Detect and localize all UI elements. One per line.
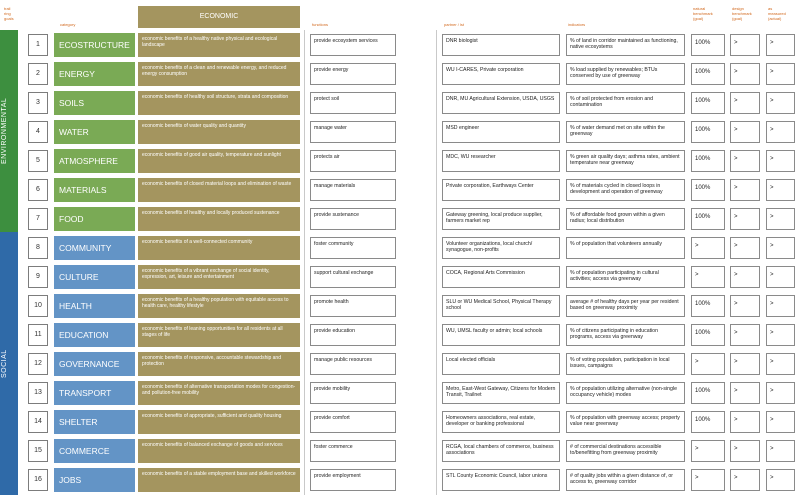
category-label: COMMERCE bbox=[54, 439, 135, 463]
category-label: MATERIALS bbox=[54, 178, 135, 202]
economic-benefit: economic benefits of healthy soil structure, strata and composition bbox=[138, 91, 300, 115]
category-label: COMMUNITY bbox=[54, 236, 135, 260]
function-cell: promote health bbox=[310, 295, 396, 317]
indicator-cell: % of materials cycled in closed loops in development and operation of greenway bbox=[566, 179, 685, 201]
category-label: SOILS bbox=[54, 91, 135, 115]
table-row bbox=[0, 438, 800, 464]
table-row bbox=[0, 409, 800, 435]
header-natural-benchmark: natural benchmark (goal) bbox=[693, 6, 713, 21]
header-as-measured: as measured (actual) bbox=[768, 6, 786, 21]
partner-cell: Metro, East-West Gateway, Citizens for Modern Transit, Trailnet bbox=[442, 382, 560, 404]
header-indicators: indicators bbox=[568, 22, 586, 27]
function-cell: provide education bbox=[310, 324, 396, 346]
partner-cell: WU I-CARES, Private corporation bbox=[442, 63, 560, 85]
design-benchmark-cell: > bbox=[730, 237, 760, 259]
indicator-cell: average # of healthy days per year per resident based on greenway proximity bbox=[566, 295, 685, 317]
design-benchmark-cell: > bbox=[730, 150, 760, 172]
goal-number: 10 bbox=[28, 295, 48, 317]
natural-benchmark-cell: 100% bbox=[691, 179, 725, 201]
indicator-cell: % of voting population, participation in local issues, campaigns bbox=[566, 353, 685, 375]
natural-benchmark-cell: 100% bbox=[691, 150, 725, 172]
table-row bbox=[0, 380, 800, 406]
measured-cell: > bbox=[766, 324, 795, 346]
category-label: JOBS bbox=[54, 468, 135, 492]
natural-benchmark-cell: > bbox=[691, 469, 725, 491]
economic-benefit: economic benefits of a stable employment base and skilled workforce bbox=[138, 468, 300, 492]
economic-benefit: economic benefits of alternative transportation modes for congestion- and pollution-free mobility bbox=[138, 381, 300, 405]
goal-number: 4 bbox=[28, 121, 48, 143]
measured-cell: > bbox=[766, 121, 795, 143]
table-row bbox=[0, 90, 800, 116]
natural-benchmark-cell: > bbox=[691, 353, 725, 375]
measured-cell: > bbox=[766, 150, 795, 172]
indicator-cell: % of population with greenway access; property value near greenway bbox=[566, 411, 685, 433]
table-row bbox=[0, 119, 800, 145]
table-row bbox=[0, 293, 800, 319]
partner-cell: MSD engineer bbox=[442, 121, 560, 143]
natural-benchmark-cell: 100% bbox=[691, 295, 725, 317]
partner-cell: DNR biologist bbox=[442, 34, 560, 56]
indicator-cell: % green air quality days; asthma rates, ambient temperature near greenway bbox=[566, 150, 685, 172]
header-category: category bbox=[60, 22, 76, 27]
economic-benefit: economic benefits of water quality and quantity bbox=[138, 120, 300, 144]
natural-benchmark-cell: 100% bbox=[691, 34, 725, 56]
indicator-cell: % load supplied by renewables; BTUs conserved by use of greenway bbox=[566, 63, 685, 85]
function-cell: foster community bbox=[310, 237, 396, 259]
table-row bbox=[0, 206, 800, 232]
measured-cell: > bbox=[766, 440, 795, 462]
goal-number: 15 bbox=[28, 440, 48, 462]
economic-benefit: economic benefits of a healthy native physical and ecological landscape bbox=[138, 33, 300, 57]
measured-cell: > bbox=[766, 63, 795, 85]
natural-benchmark-cell: 100% bbox=[691, 382, 725, 404]
goal-number: 16 bbox=[28, 469, 48, 491]
partner-cell: COCA, Regional Arts Commission bbox=[442, 266, 560, 288]
partner-cell: DNR, MU Agricultural Extension, USDA, USGS bbox=[442, 92, 560, 114]
measured-cell: > bbox=[766, 208, 795, 230]
goal-number: 1 bbox=[28, 34, 48, 56]
measured-cell: > bbox=[766, 34, 795, 56]
header-economic: ECONOMIC bbox=[138, 6, 300, 28]
header-partner: partner / lst bbox=[444, 22, 465, 27]
category-label: TRANSPORT bbox=[54, 381, 135, 405]
table-row bbox=[0, 32, 800, 58]
economic-benefit: economic benefits of closed material loops and elimination of waste bbox=[138, 178, 300, 202]
function-cell: manage water bbox=[310, 121, 396, 143]
header-goals: trail ring goals bbox=[4, 6, 14, 21]
function-cell: protect soil bbox=[310, 92, 396, 114]
category-label: EDUCATION bbox=[54, 323, 135, 347]
economic-benefit: economic benefits of appropriate, sufficient and quality housing bbox=[138, 410, 300, 434]
design-benchmark-cell: > bbox=[730, 324, 760, 346]
social-label: SOCIAL bbox=[1, 349, 8, 378]
function-cell: provide comfort bbox=[310, 411, 396, 433]
measured-cell: > bbox=[766, 295, 795, 317]
goal-number: 7 bbox=[28, 208, 48, 230]
function-cell: provide ecosystem services bbox=[310, 34, 396, 56]
category-label: SHELTER bbox=[54, 410, 135, 434]
category-label: GOVERNANCE bbox=[54, 352, 135, 376]
category-label: FOOD bbox=[54, 207, 135, 231]
measured-cell: > bbox=[766, 353, 795, 375]
table-row bbox=[0, 148, 800, 174]
measured-cell: > bbox=[766, 382, 795, 404]
natural-benchmark-cell: > bbox=[691, 266, 725, 288]
design-benchmark-cell: > bbox=[730, 179, 760, 201]
table-row bbox=[0, 177, 800, 203]
indicator-cell: % of affordable food grown within a given radius; local distribution bbox=[566, 208, 685, 230]
function-cell: provide energy bbox=[310, 63, 396, 85]
function-cell: manage public resources bbox=[310, 353, 396, 375]
indicator-cell: % of soil protected from erosion and contamination bbox=[566, 92, 685, 114]
goal-number: 3 bbox=[28, 92, 48, 114]
design-benchmark-cell: > bbox=[730, 34, 760, 56]
goal-number: 2 bbox=[28, 63, 48, 85]
function-cell: support cultural exchange bbox=[310, 266, 396, 288]
measured-cell: > bbox=[766, 237, 795, 259]
header-functions: functions bbox=[312, 22, 329, 27]
partner-cell: Private corporation, Earthways Center bbox=[442, 179, 560, 201]
natural-benchmark-cell: 100% bbox=[691, 411, 725, 433]
function-cell: provide mobility bbox=[310, 382, 396, 404]
partner-cell: WU, UMSL faculty or admin; local schools bbox=[442, 324, 560, 346]
function-cell: provide sustenance bbox=[310, 208, 396, 230]
design-benchmark-cell: > bbox=[730, 63, 760, 85]
design-benchmark-cell: > bbox=[730, 266, 760, 288]
design-benchmark-cell: > bbox=[730, 121, 760, 143]
design-benchmark-cell: > bbox=[730, 353, 760, 375]
table-row bbox=[0, 235, 800, 261]
natural-benchmark-cell: > bbox=[691, 237, 725, 259]
header-design-benchmark: design benchmark (goal) bbox=[732, 6, 752, 21]
economic-benefit: economic benefits of responsive, accountable stewardship and protection bbox=[138, 352, 300, 376]
design-benchmark-cell: > bbox=[730, 411, 760, 433]
natural-benchmark-cell: > bbox=[691, 440, 725, 462]
economic-benefit: economic benefits of balanced exchange of goods and services bbox=[138, 439, 300, 463]
environmental-label: ENVIRONMENTAL bbox=[1, 97, 8, 165]
partner-cell: Homeowners associations, real estate, developer or banking professional bbox=[442, 411, 560, 433]
category-label: WATER bbox=[54, 120, 135, 144]
indicator-cell: # of quality jobs within a given distance of, or access to, greenway corridor bbox=[566, 469, 685, 491]
table-row bbox=[0, 351, 800, 377]
function-cell: manage materials bbox=[310, 179, 396, 201]
goal-number: 14 bbox=[28, 411, 48, 433]
indicator-cell: % of citizens participating in education programs, access via greenway bbox=[566, 324, 685, 346]
economic-benefit: economic benefits of a vibrant exchange of social identity, expression, art, leisure and entertainment bbox=[138, 265, 300, 289]
indicator-cell: % of population participating in cultural activities; access via greenway bbox=[566, 266, 685, 288]
table-row bbox=[0, 61, 800, 87]
indicator-cell: % of water demand met on site within the greenway bbox=[566, 121, 685, 143]
measured-cell: > bbox=[766, 92, 795, 114]
function-cell: provide employment bbox=[310, 469, 396, 491]
indicator-cell: % of population utilizing alternative (non-single occupancy vehicle) modes bbox=[566, 382, 685, 404]
partner-cell: SLU or WU Medical School, Physical Therapy school bbox=[442, 295, 560, 317]
table-row bbox=[0, 467, 800, 493]
design-benchmark-cell: > bbox=[730, 208, 760, 230]
table-row bbox=[0, 264, 800, 290]
goal-number: 13 bbox=[28, 382, 48, 404]
goal-number: 11 bbox=[28, 324, 48, 346]
measured-cell: > bbox=[766, 469, 795, 491]
partner-cell: RCGA, local chambers of commerce, business associations bbox=[442, 440, 560, 462]
category-label: ECOSTRUCTURE bbox=[54, 33, 135, 57]
partner-cell: Gateway greening, local produce supplier, farmers market rep bbox=[442, 208, 560, 230]
goal-number: 5 bbox=[28, 150, 48, 172]
economic-benefit: economic benefits of a well-connected community bbox=[138, 236, 300, 260]
function-cell: protects air bbox=[310, 150, 396, 172]
natural-benchmark-cell: 100% bbox=[691, 92, 725, 114]
partner-cell: Volunteer organizations, local church/ synagogue, non-profits bbox=[442, 237, 560, 259]
measured-cell: > bbox=[766, 411, 795, 433]
economic-benefit: economic benefits of a healthy population with equitable access to health care, healthy lifestyle bbox=[138, 294, 300, 318]
indicator-cell: % of land in corridor maintained as functioning, native ecosystems bbox=[566, 34, 685, 56]
partner-cell: MDC, WU researcher bbox=[442, 150, 560, 172]
natural-benchmark-cell: 100% bbox=[691, 324, 725, 346]
natural-benchmark-cell: 100% bbox=[691, 208, 725, 230]
indicator-cell: % of population that volunteers annually bbox=[566, 237, 685, 259]
indicator-cell: # of commercial destinations accessible to/benefitting from greenway proximity bbox=[566, 440, 685, 462]
category-label: ENERGY bbox=[54, 62, 135, 86]
natural-benchmark-cell: 100% bbox=[691, 63, 725, 85]
design-benchmark-cell: > bbox=[730, 469, 760, 491]
goal-number: 9 bbox=[28, 266, 48, 288]
category-label: CULTURE bbox=[54, 265, 135, 289]
partner-cell: STL County Economic Council, labor unions bbox=[442, 469, 560, 491]
design-benchmark-cell: > bbox=[730, 92, 760, 114]
category-label: ATMOSPHERE bbox=[54, 149, 135, 173]
economic-benefit: economic benefits of good air quality, temperature and sunlight bbox=[138, 149, 300, 173]
economic-benefit: economic benefits of healthy and locally produced sustenance bbox=[138, 207, 300, 231]
economic-benefit: economic benefits of a clean and renewable energy, and reduced energy consumption bbox=[138, 62, 300, 86]
table-row bbox=[0, 322, 800, 348]
natural-benchmark-cell: 100% bbox=[691, 121, 725, 143]
design-benchmark-cell: > bbox=[730, 295, 760, 317]
measured-cell: > bbox=[766, 179, 795, 201]
goal-number: 8 bbox=[28, 237, 48, 259]
design-benchmark-cell: > bbox=[730, 440, 760, 462]
economic-benefit: economic benefits of leaning opportunities for all residents at all stages of life bbox=[138, 323, 300, 347]
function-cell: foster commerce bbox=[310, 440, 396, 462]
measured-cell: > bbox=[766, 266, 795, 288]
category-label: HEALTH bbox=[54, 294, 135, 318]
design-benchmark-cell: > bbox=[730, 382, 760, 404]
goal-number: 12 bbox=[28, 353, 48, 375]
goal-number: 6 bbox=[28, 179, 48, 201]
partner-cell: Local elected officials bbox=[442, 353, 560, 375]
